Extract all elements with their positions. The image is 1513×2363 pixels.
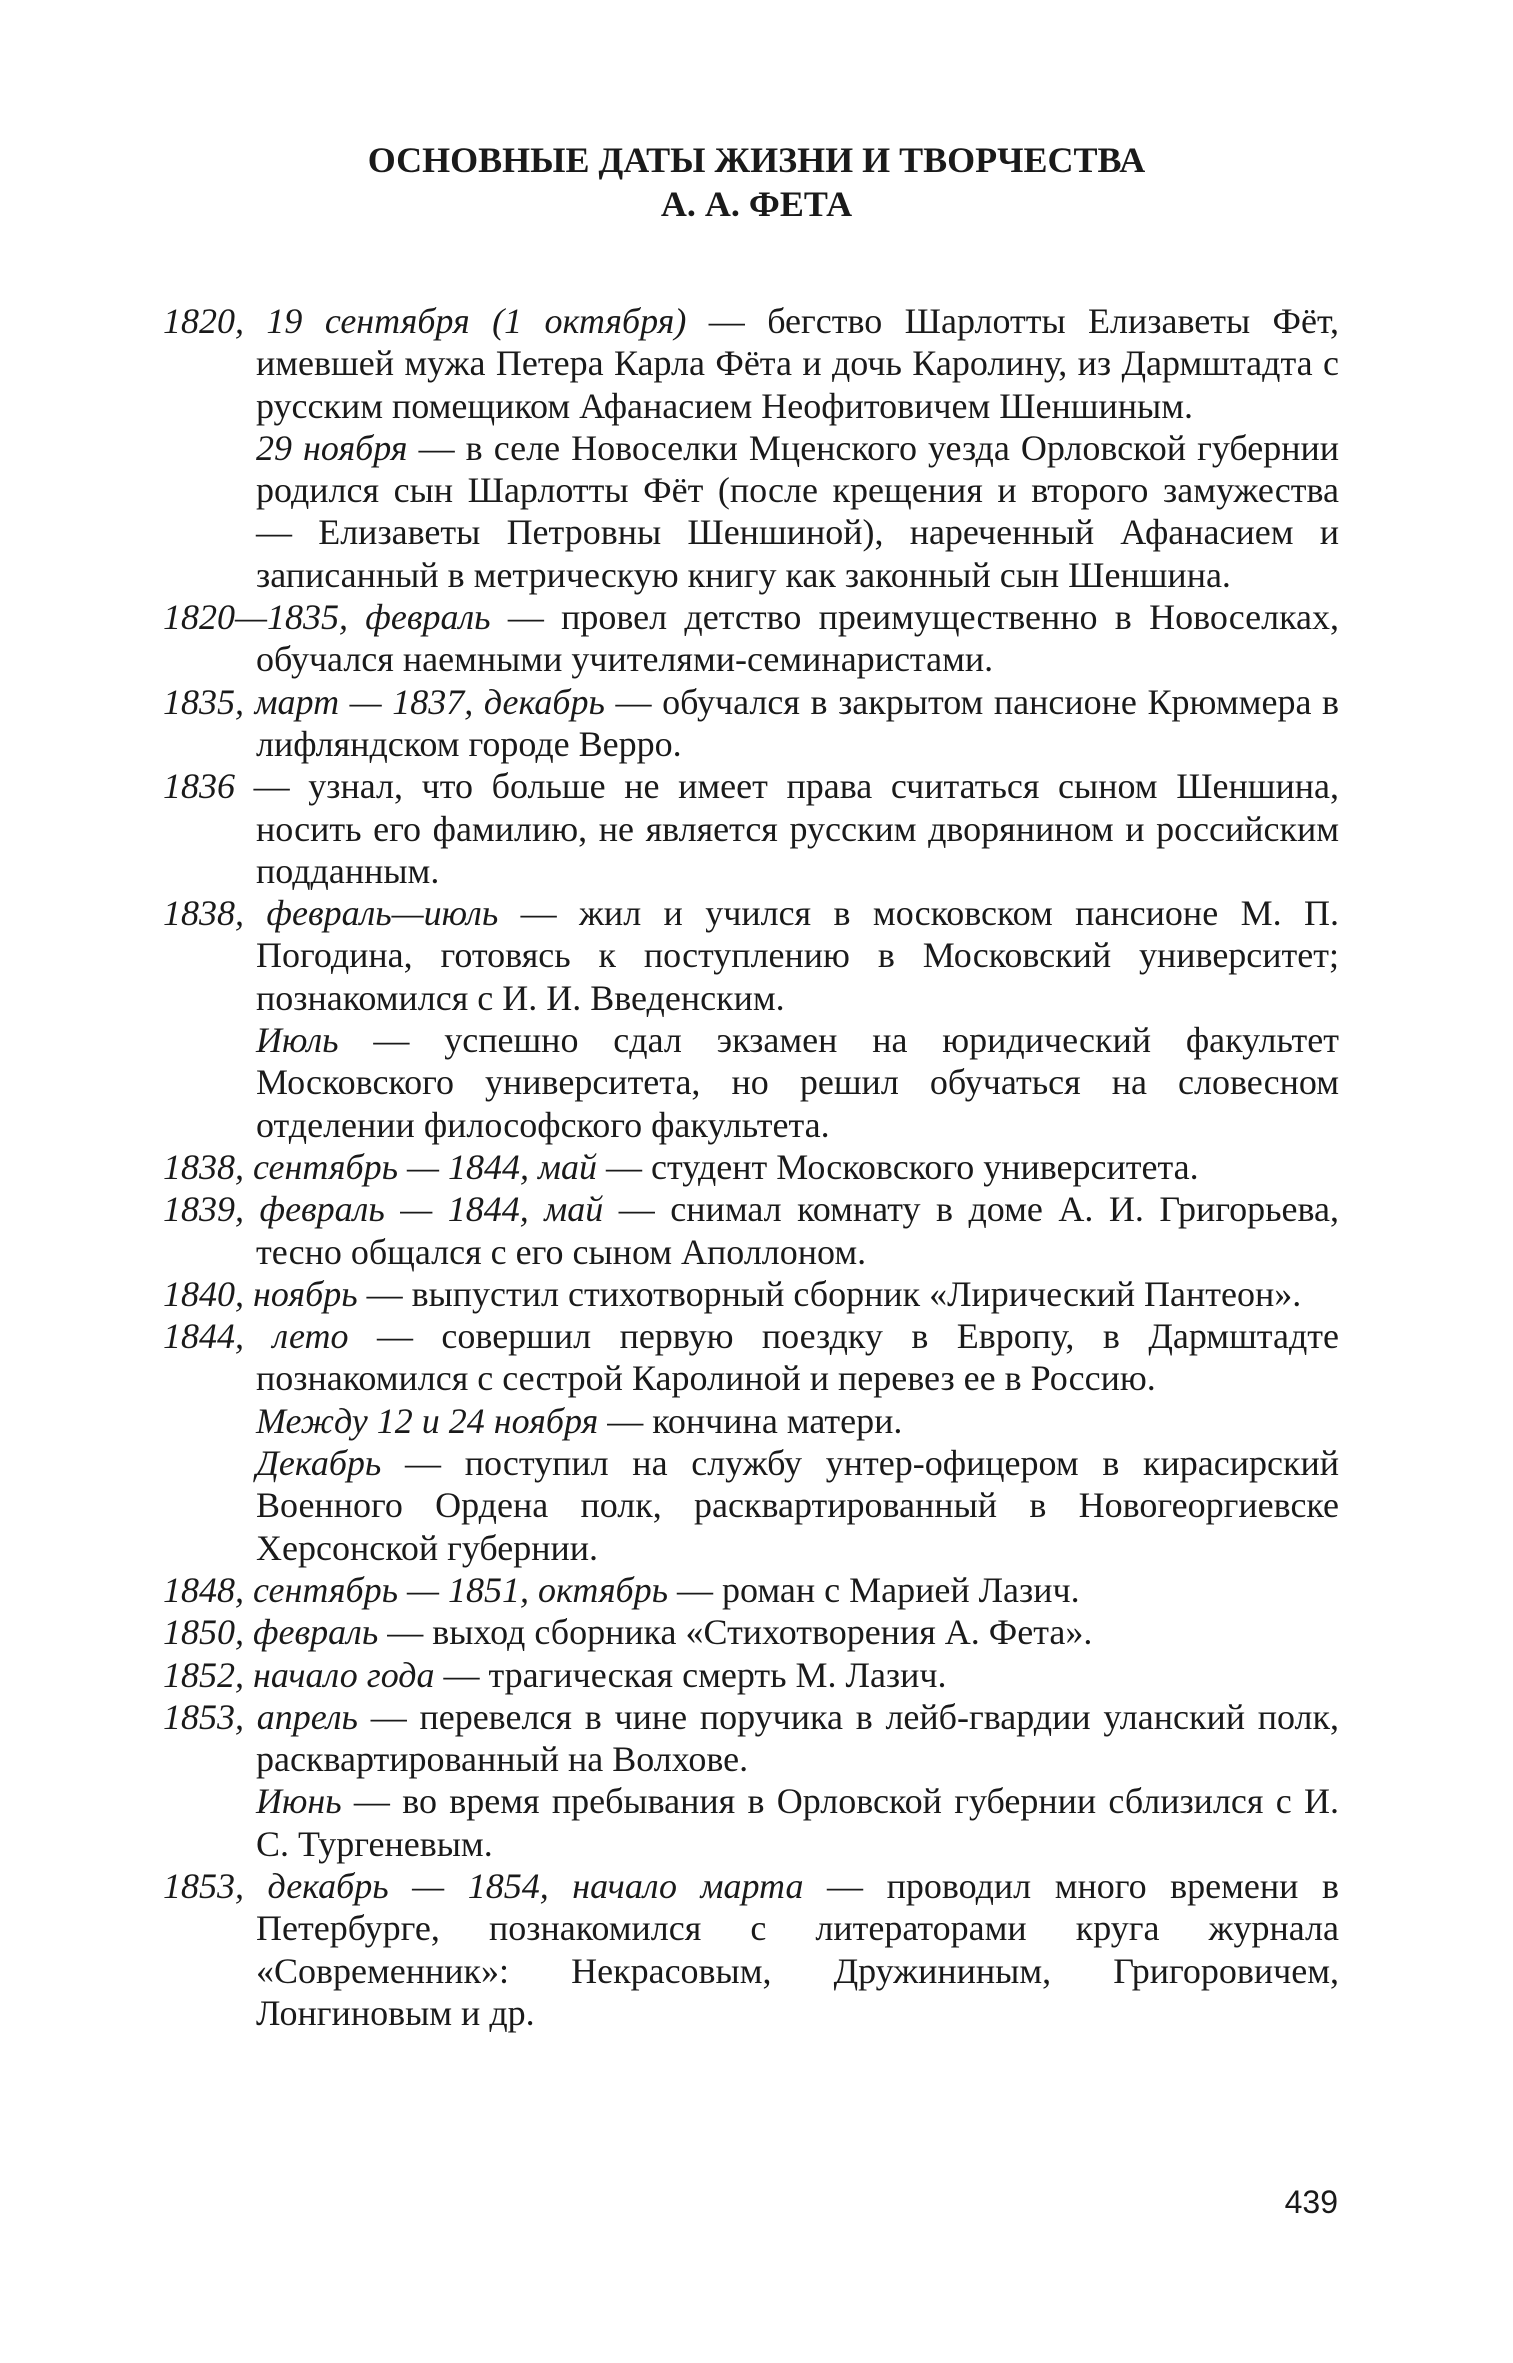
chronology-entry — [163, 1569, 1339, 1611]
entry-date: 1852, начало года — [163, 1654, 435, 1695]
entry-date: Июль — [256, 1020, 339, 1061]
entry-text: — в селе Новоселки Мценского уезда Орловской губернии родился сын Шарлотты Фёт (после крещения и второго замужества — Елизаветы Петровны Шеншиной), нареченный Афанасием и записанный в метрическую книгу как законный сын Шеншина. — [256, 427, 1340, 595]
chronology-entry — [163, 765, 1339, 892]
entry-text: — студент Московского университета. — [597, 1146, 1199, 1187]
entry-text: — поступил на службу унтер-офицером в кирасирский Военного Ордена полк, расквартированный в Новогеоргиевске Херсонской губернии. — [256, 1443, 1339, 1568]
entry-date: 1850, февраль — [163, 1612, 379, 1653]
entry-text: — во время пребывания в Орловской губернии сблизился с И. С. Тургеневым. — [256, 1781, 1339, 1864]
entry-date: 29 ноября — [256, 427, 408, 468]
chronology-list — [163, 300, 1339, 2034]
entry-text: — выход сборника «Стихотворения А. Фета». — [378, 1612, 1093, 1653]
page-title — [0, 138, 1513, 226]
entry-date: 1838, февраль—июль — [163, 893, 499, 934]
entry-text: — проводил много времени в Петербурге, познакомился с литераторами круга журнала «Современник»: Некрасовым, Дружининым, Григоровичем, Лонгиновым и др. — [256, 1865, 1339, 2033]
chronology-entry — [163, 1865, 1339, 2034]
entry-text: — бегство Шарлотты Елизаветы Фёт, имевшей мужа Петера Карла Фёта и дочь Каролину, из Дармштадта с русским помещиком Афанасием Неофитовичем Шеншиным. — [256, 301, 1339, 426]
chronology-entry — [163, 1019, 1339, 1146]
entry-text: — жил и учился в московском пансионе М. П. Погодина, готовясь к поступлению в Московский университет; познакомился с И. И. Введенским. — [256, 893, 1339, 1018]
entry-text: — узнал, что больше не имеет права считаться сыном Шеншина, носить его фамилию, не является русским дворянином и российским подданным. — [235, 766, 1339, 891]
entry-date: 1839, февраль — 1844, май — [163, 1189, 604, 1230]
page-title-line-2: А. А. ФЕТА — [660, 184, 853, 224]
chronology-entry — [163, 1611, 1339, 1653]
entry-date: 1836 — [163, 766, 235, 807]
entry-text: — провел детство преимущественно в Новоселках, обучался наемными учителями-семинаристами. — [256, 597, 1339, 680]
entry-text: — снимал комнату в доме А. И. Григорьева, тесно общался с его сыном Аполлоном. — [256, 1189, 1339, 1272]
entry-date: 1820—1835, февраль — [163, 597, 491, 638]
entry-date: 1853, декабрь — 1854, начало марта — [163, 1865, 804, 1906]
entry-date: Декабрь — [256, 1443, 382, 1484]
entry-date: 1853, апрель — [163, 1696, 358, 1737]
entry-date: 1848, сентябрь — 1851, октябрь — [163, 1569, 669, 1610]
entry-date: 1844, лето — [163, 1316, 349, 1357]
entry-date: 1835, март — 1837, декабрь — [163, 681, 605, 722]
entry-text: — выпустил стихотворный сборник «Лирический Пантеон». — [357, 1273, 1302, 1314]
entry-date: Между 12 и 24 ноября — [256, 1400, 599, 1441]
chronology-entry — [163, 1400, 1339, 1442]
entry-date: 1820, 19 сентября (1 октября) — [163, 301, 687, 341]
chronology-entry — [163, 427, 1339, 596]
entry-text: — трагическая смерть М. Лазич. — [434, 1654, 947, 1695]
chronology-entry — [163, 1188, 1339, 1273]
entry-text: — совершил первую поездку в Европу, в Дармштадте познакомился с сестрой Каролиной и перевез ее в Россию. — [256, 1316, 1339, 1399]
page-number: 439 — [1284, 2184, 1338, 2220]
chronology-entry — [163, 300, 1339, 427]
entry-text: — роман с Марией Лазич. — [668, 1569, 1080, 1610]
chronology-entry — [163, 1273, 1339, 1315]
chronology-entry — [163, 892, 1339, 1019]
entry-date: 1838, сентябрь — 1844, май — [163, 1146, 597, 1187]
chronology-entry — [163, 1315, 1339, 1400]
entry-date: Июнь — [256, 1781, 342, 1822]
entry-date: 1840, ноябрь — [163, 1273, 358, 1314]
chronology-entry — [163, 681, 1339, 766]
chronology-entry — [163, 1146, 1339, 1188]
chronology-entry — [163, 1780, 1339, 1865]
chronology-entry — [163, 1654, 1339, 1696]
entry-text: — перевелся в чине поручика в лейб-гвардии уланский полк, расквартированный на Волхове. — [256, 1696, 1340, 1780]
chronology-entry — [163, 1696, 1339, 1781]
entry-text: — кончина матери. — [598, 1400, 903, 1441]
chronology-entry — [163, 1442, 1339, 1569]
chronology-entry — [163, 596, 1339, 681]
entry-text: — успешно сдал экзамен на юридический факультет Московского университета, но решил обучаться на словесном отделении философского факультета. — [256, 1020, 1339, 1145]
page-title-line-1: ОСНОВНЫЕ ДАТЫ ЖИЗНИ И ТВОРЧЕСТВА — [367, 140, 1146, 180]
entry-text: — обучался в закрытом пансионе Крюммера в лифляндском городе Верро. — [256, 681, 1339, 764]
